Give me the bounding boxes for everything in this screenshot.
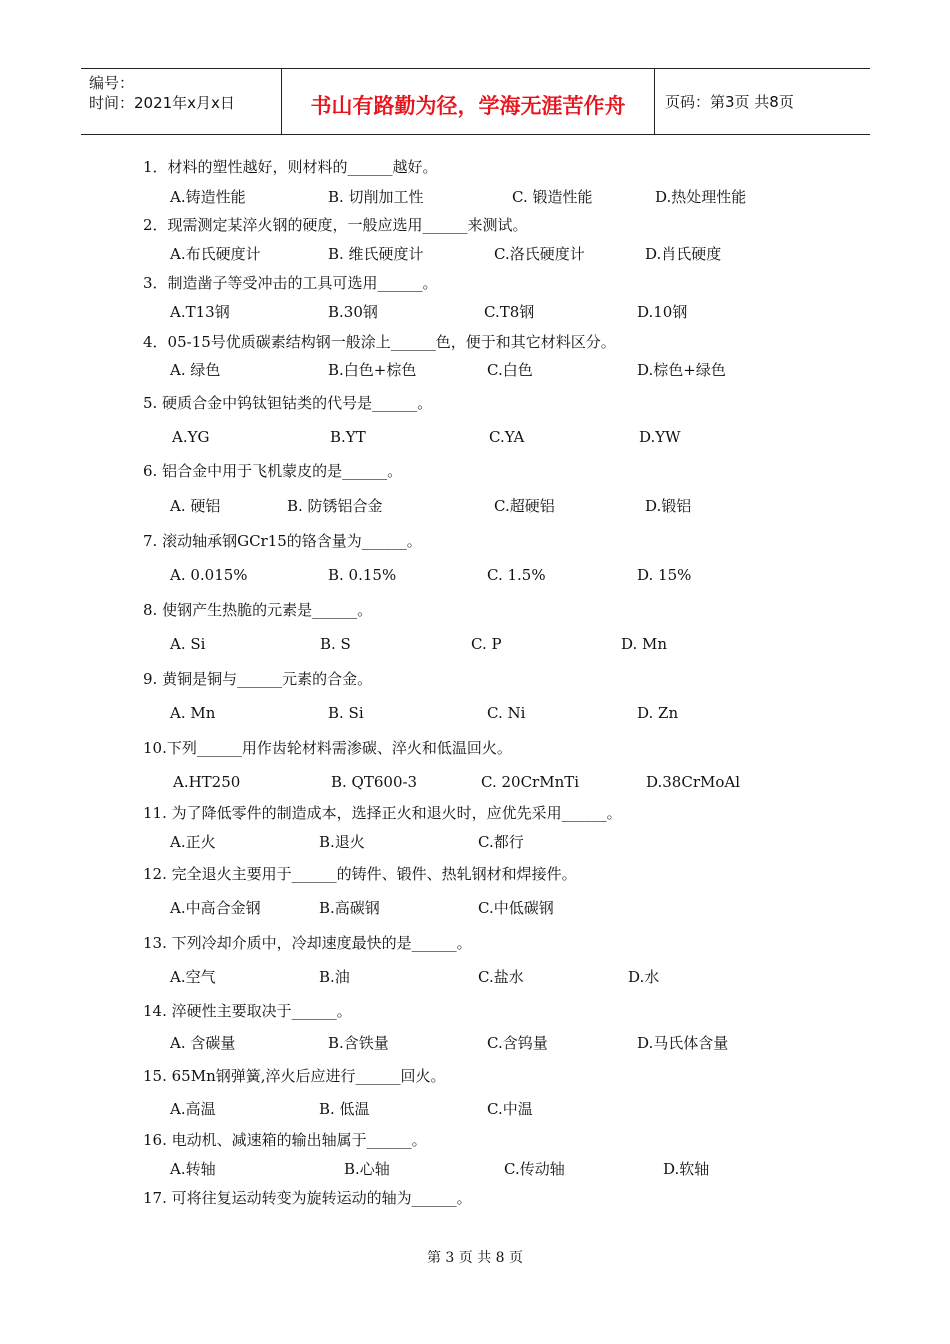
question-8: 8. 使钢产生热脆的元素是______。 bbox=[143, 601, 373, 619]
question-1: 1．材料的塑性越好，则材料的______越好。 bbox=[143, 158, 438, 176]
question-11-option-b: B.退火 bbox=[319, 833, 365, 851]
question-13-option-b: B.油 bbox=[319, 968, 350, 986]
question-16-option-c: C.传动轴 bbox=[504, 1160, 565, 1178]
question-14-option-c: C.含钨量 bbox=[487, 1034, 548, 1052]
question-15-option-b: B. 低温 bbox=[319, 1100, 370, 1118]
question-2-option-a: A.布氏硬度计 bbox=[170, 245, 261, 263]
question-7: 7. 滚动轴承钢GCr15的铬含量为______。 bbox=[143, 532, 422, 550]
question-13: 13. 下列冷却介质中，冷却速度最快的是______。 bbox=[143, 934, 472, 952]
question-6-option-c: C.超硬铝 bbox=[494, 497, 555, 515]
question-12-option-a: A.中高合金钢 bbox=[170, 899, 261, 917]
question-1-option-c: C. 锻造性能 bbox=[512, 188, 593, 206]
question-10: 10.下列______用作齿轮材料需渗碳、淬火和低温回火。 bbox=[143, 739, 512, 757]
question-8-option-b: B. S bbox=[320, 635, 351, 653]
question-3-option-d: D.10钢 bbox=[637, 303, 688, 321]
question-13-option-d: D.水 bbox=[628, 968, 660, 986]
question-7-option-b: B. 0.15% bbox=[328, 566, 397, 584]
question-3: 3．制造凿子等受冲击的工具可选用______。 bbox=[143, 274, 438, 292]
header-meta bbox=[81, 69, 282, 134]
question-8-option-c: C. P bbox=[471, 635, 502, 653]
question-2-option-b: B. 维氏硬度计 bbox=[328, 245, 424, 263]
question-14-option-a: A. 含碳量 bbox=[170, 1034, 236, 1052]
question-15: 15. 65Mn钢弹簧,淬火后应进行______回火。 bbox=[143, 1067, 446, 1085]
question-16-option-b: B.心轴 bbox=[344, 1160, 390, 1178]
question-5-option-a: A.YG bbox=[172, 428, 210, 446]
question-16: 16. 电动机、减速箱的输出轴属于______。 bbox=[143, 1131, 427, 1149]
header-motto: 书山有路勤为径，学海无涯苦作舟 bbox=[282, 69, 655, 134]
question-1-option-b: B. 切削加工性 bbox=[328, 188, 424, 206]
question-13-option-c: C.盐水 bbox=[478, 968, 524, 986]
question-11-option-c: C.都行 bbox=[478, 833, 524, 851]
question-6-option-b: B. 防锈铝合金 bbox=[287, 497, 383, 515]
question-5-option-b: B.YT bbox=[330, 428, 366, 446]
question-1-option-a: A.铸造性能 bbox=[170, 188, 246, 206]
question-16-option-d: D.软轴 bbox=[663, 1160, 710, 1178]
question-17: 17. 可将往复运动转变为旋转运动的轴为______。 bbox=[143, 1189, 472, 1207]
question-5-option-d: D.YW bbox=[639, 428, 681, 446]
question-5-option-c: C.YA bbox=[489, 428, 525, 446]
question-6: 6. 铝合金中用于飞机蒙皮的是______。 bbox=[143, 462, 403, 480]
question-7-option-c: C. 1.5% bbox=[487, 566, 546, 584]
question-14: 14. 淬硬性主要取决于______。 bbox=[143, 1002, 352, 1020]
question-2-option-c: C.洛氏硬度计 bbox=[494, 245, 585, 263]
question-4-option-b: B.白色+棕色 bbox=[328, 361, 417, 379]
question-6-option-d: D.锻铝 bbox=[645, 497, 692, 515]
question-9-option-b: B. Si bbox=[328, 704, 364, 722]
question-9: 9. 黄铜是铜与______元素的合金。 bbox=[143, 670, 373, 688]
question-4: 4．05-15号优质碳素结构钢一般涂上______色，便于和其它材料区分。 bbox=[143, 333, 616, 351]
page-footer: 第 3 页 共 8 页 bbox=[426, 1250, 524, 1266]
question-6-option-a: A. 硬铝 bbox=[170, 497, 221, 515]
question-16-option-a: A.转轴 bbox=[170, 1160, 216, 1178]
question-15-option-a: A.高温 bbox=[170, 1100, 216, 1118]
question-5: 5. 硬质合金中钨钛钽钴类的代号是______。 bbox=[143, 394, 433, 412]
question-3-option-c: C.T8钢 bbox=[484, 303, 535, 321]
question-12: 12. 完全退火主要用于______的铸件、锻件、热轧钢材和焊接件。 bbox=[143, 865, 577, 883]
question-7-option-a: A. 0.015% bbox=[170, 566, 248, 584]
question-4-option-d: D.棕色+绿色 bbox=[637, 361, 726, 379]
question-14-option-b: B.含铁量 bbox=[328, 1034, 389, 1052]
question-15-option-c: C.中温 bbox=[487, 1100, 533, 1118]
question-9-option-a: A. Mn bbox=[170, 704, 216, 722]
question-3-option-a: A.T13钢 bbox=[170, 303, 230, 321]
question-10-option-c: C. 20CrMnTi bbox=[481, 773, 580, 791]
question-7-option-d: D. 15% bbox=[637, 566, 692, 584]
question-13-option-a: A.空气 bbox=[170, 968, 216, 986]
question-1-option-d: D.热处理性能 bbox=[655, 188, 747, 206]
question-9-option-c: C. Ni bbox=[487, 704, 526, 722]
question-12-option-b: B.高碳钢 bbox=[319, 899, 380, 917]
document-number-label: 编号： bbox=[89, 74, 135, 92]
question-10-option-b: B. QT600-3 bbox=[331, 773, 418, 791]
question-10-option-a: A.HT250 bbox=[173, 773, 241, 791]
question-10-option-d: D.38CrMoAl bbox=[646, 773, 741, 791]
page-header bbox=[81, 68, 870, 135]
question-4-option-c: C.白色 bbox=[487, 361, 533, 379]
question-12-option-c: C.中低碳钢 bbox=[478, 899, 554, 917]
question-9-option-d: D. Zn bbox=[637, 704, 679, 722]
question-2-option-d: D.肖氏硬度 bbox=[645, 245, 722, 263]
question-11-option-a: A.正火 bbox=[170, 833, 216, 851]
question-2: 2．现需测定某淬火钢的硬度，一般应选用______来测试。 bbox=[143, 216, 528, 234]
question-11: 11. 为了降低零件的制造成本，选择正火和退火时，应优先采用______。 bbox=[143, 804, 622, 822]
header-page-label: 页码：第3页 共8页 bbox=[665, 93, 794, 111]
question-8-option-d: D. Mn bbox=[621, 635, 668, 653]
question-3-option-b: B.30钢 bbox=[328, 303, 378, 321]
document-date-label: 时间：2021年x月x日 bbox=[89, 94, 235, 112]
question-8-option-a: A. Si bbox=[170, 635, 206, 653]
question-4-option-a: A. 绿色 bbox=[170, 361, 221, 379]
question-14-option-d: D.马氏体含量 bbox=[637, 1034, 729, 1052]
